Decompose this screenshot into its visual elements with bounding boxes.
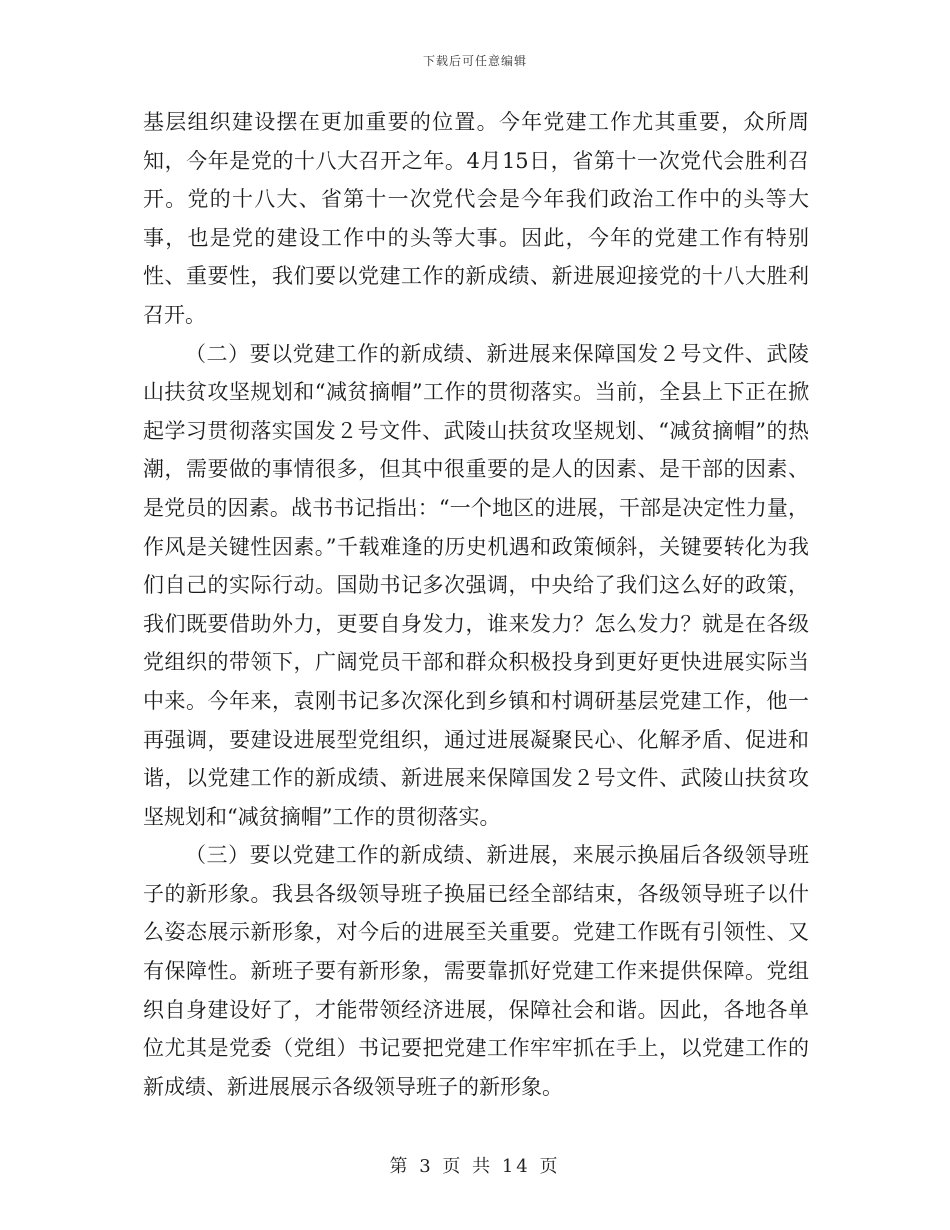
page-header: 下载后可任意编辑 [422, 54, 527, 68]
paragraph-continuation: 基层组织建设摆在更加重要的位置。今年党建工作尤其重要，众所周知，今年是党的十八大召开之年。4月15日，省第十一次党代会胜利召开。党的十八大、省第十一次党代会是今年我们政治工作中的头等大事，也是党的建设工作中的头等大事。因此，今年的党建工作有特别性、重要性，我们要以党建工作的新成绩、新进展迎接党的十八大胜利召开。 [143, 110, 809, 327]
paragraph-section-two: （二）要以党建工作的新成绩、新进展来保障国发２号文件、武陵山扶贫攻坚规划和“减贫摘帽”工作的贯彻落实。当前，全县上下正在掀起学习贯彻落实国发２号文件、武陵山扶贫攻坚规划、“减贫摘帽”的热潮，需要做的事情很多，但其中很重要的是人的因素、是干部的因素、是党员的因素。战书书记指出：“一个地区的进展，干部是决定性力量，作风是关键性因素。”千载难逢的历史机遇和政策倾斜，关键要转化为我们自己的实际行动。国勋书记多次强调，中央给了我们这么好的政策，我们既要借助外力，更要自身发力，谁来发力？怎么发力？就是在各级党组织的带领下，广阔党员干部和群众积极投身到更好更快进展实际当中来。今年来，袁刚书记多次深化到乡镇和村调研基层党建工作，他一再强调，要建设进展型党组织，通过进展凝聚民心、化解矛盾、促进和谐，以党建工作的新成绩、新进展来保障国发２号文件、武陵山扶贫攻坚规划和“减贫摘帽”工作的贯彻落实。 [143, 341, 809, 829]
document-body [143, 103, 809, 1106]
page-number-footer: 第 3 页 共 14 页 [389, 1156, 561, 1177]
paragraph-section-three: （三）要以党建工作的新成绩、新进展，来展示换届后各级领导班子的新形象。我县各级领导班子换届已经全部结束，各级领导班子以什么姿态展示新形象，对今后的进展至关重要。党建工作既有引领性、又有保障性。新班子要有新形象，需要靠抓好党建工作来提供保障。党组织自身建设好了，才能带领经济进展，保障社会和谐。因此，各地各单位尤其是党委（党组）书记要把党建工作牢牢抓在手上，以党建工作的新成绩、新进展展示各级领导班子的新形象。 [143, 843, 809, 1099]
